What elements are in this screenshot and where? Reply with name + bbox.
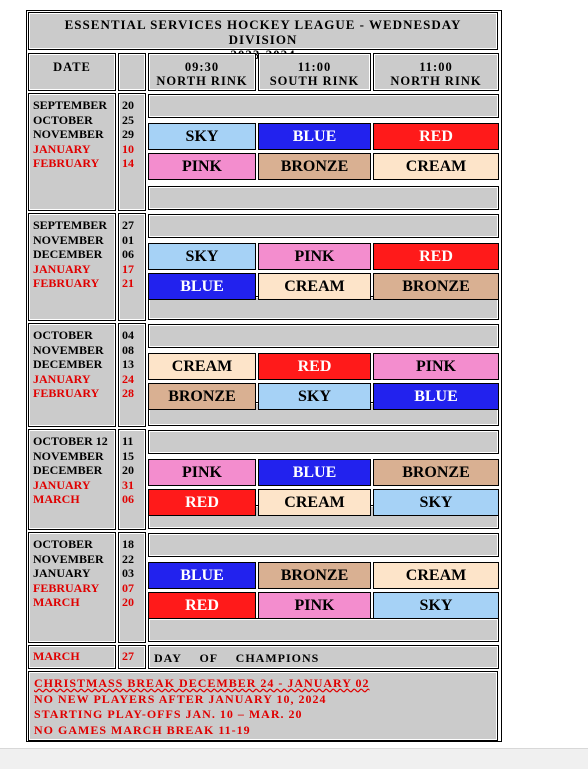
day-item: 20: [122, 463, 134, 477]
month-item: NOVEMBER: [33, 551, 104, 566]
team-cell-red: RED: [373, 243, 499, 270]
final-month-cell: [28, 645, 116, 669]
team-cell-blue: BLUE: [258, 459, 371, 486]
header-col-2-rink: SOUTH RINK: [269, 74, 360, 88]
team-cell-pink: PINK: [258, 592, 371, 619]
day-item: 18: [122, 537, 134, 551]
header-date: [28, 53, 116, 91]
day-item: 25: [122, 112, 134, 127]
day-item: 20: [122, 98, 134, 112]
date-cell: [28, 323, 116, 427]
team-cell-cream: CREAM: [258, 273, 371, 300]
team-cell-cream: CREAM: [148, 353, 256, 380]
day-item: 13: [122, 357, 134, 371]
team-cell-bronze: BRONZE: [148, 383, 256, 410]
day-item: 14: [122, 156, 134, 170]
day-list: [119, 324, 145, 401]
note-march-break: NO GAMES MARCH BREAK 11-19: [34, 722, 251, 737]
day-list: [119, 533, 145, 610]
note-christmas-break: CHRISTMASS BREAK DECEMBER 24 - JANUARY 02: [34, 676, 370, 690]
date-cell: [28, 93, 116, 211]
month-list: [29, 430, 115, 507]
day-item: 03: [122, 566, 134, 580]
header-col-2-time: 11:00: [297, 60, 332, 74]
month-item: FEBRUARY: [33, 276, 100, 290]
day-item: 04: [122, 328, 134, 342]
month-item: MARCH: [33, 492, 80, 506]
month-list: [29, 214, 115, 291]
day-item: 29: [122, 127, 134, 141]
date-cell: [28, 532, 116, 643]
empty-bar: [148, 430, 499, 454]
month-item: SEPTEMBER: [33, 218, 108, 232]
month-item: NOVEMBER: [33, 342, 104, 357]
day-item: 28: [122, 386, 134, 400]
team-cell-red: RED: [373, 123, 499, 150]
final-month: MARCH: [33, 649, 80, 663]
day-item: 07: [122, 580, 134, 595]
day-item: 17: [122, 261, 134, 276]
team-cell-bronze: BRONZE: [258, 562, 371, 589]
team-cell-sky: SKY: [373, 489, 499, 516]
team-cell-bronze: BRONZE: [373, 273, 499, 300]
schedule-title: [28, 12, 498, 50]
day-list: [119, 214, 145, 291]
team-cell-cream: CREAM: [373, 153, 499, 180]
team-cell-pink: PINK: [148, 153, 256, 180]
empty-bar: [148, 618, 499, 642]
team-cell-blue: BLUE: [148, 273, 256, 300]
day-item: 31: [122, 477, 134, 492]
header-date-label: DATE: [53, 60, 91, 74]
month-item: JANUARY: [33, 566, 91, 580]
team-cell-cream: CREAM: [373, 562, 499, 589]
team-cell-sky: SKY: [258, 383, 371, 410]
empty-bar: [148, 214, 499, 238]
day-item: 06: [122, 247, 134, 261]
day-cell: [118, 93, 146, 211]
month-item: OCTOBER: [33, 112, 93, 127]
empty-bar: [148, 94, 499, 118]
month-item: JANUARY: [33, 261, 91, 276]
month-item: NOVEMBER: [33, 232, 104, 247]
team-cell-cream: CREAM: [258, 489, 371, 516]
final-day-cell: [118, 645, 146, 669]
team-cell-blue: BLUE: [258, 123, 371, 150]
month-item: JANUARY: [33, 371, 91, 386]
day-item: 11: [122, 434, 134, 448]
team-cell-red: RED: [258, 353, 371, 380]
month-item: JANUARY: [33, 477, 91, 492]
day-cell: [118, 323, 146, 427]
header-col-1-time: 09:30: [184, 60, 220, 74]
month-item: OCTOBER: [33, 328, 93, 342]
day-cell: [118, 213, 146, 321]
day-list: [119, 94, 145, 171]
team-cell-pink: PINK: [148, 459, 256, 486]
team-cell-bronze: BRONZE: [373, 459, 499, 486]
month-item: NOVEMBER: [33, 127, 104, 141]
month-item: OCTOBER: [33, 537, 93, 551]
team-cell-red: RED: [148, 592, 256, 619]
date-cell: [28, 429, 116, 530]
header-col-2: [258, 53, 371, 91]
month-item: OCTOBER 12: [33, 434, 108, 448]
team-cell-pink: PINK: [258, 243, 371, 270]
day-item: 24: [122, 371, 134, 386]
month-item: NOVEMBER: [33, 448, 104, 463]
final-label-cell: [148, 645, 499, 669]
empty-bar: [148, 186, 499, 210]
team-cell-sky: SKY: [148, 123, 256, 150]
day-item: 21: [122, 276, 134, 290]
header-col-3: [373, 53, 499, 91]
title-line-1: ESSENTIAL SERVICES HOCKEY LEAGUE - WEDNESDAY DIVISION: [64, 17, 462, 47]
month-list: [29, 94, 115, 171]
header-col-1: [148, 53, 256, 91]
day-cell: [118, 429, 146, 530]
month-item: SEPTEMBER: [33, 98, 108, 112]
month-item: FEBRUARY: [33, 156, 100, 170]
header-col-3-rink: NORTH RINK: [390, 74, 482, 88]
note-new-players: NO NEW PLAYERS AFTER JANUARY 10, 2024: [34, 691, 327, 706]
month-item: MARCH: [33, 595, 80, 609]
note-playoffs: STARTING PLAY-OFFS JAN. 10 – MAR. 20: [34, 707, 303, 721]
empty-bar: [148, 533, 499, 557]
day-item: 08: [122, 342, 134, 357]
window-bottom-bar: [0, 748, 588, 769]
day-item: 01: [122, 232, 134, 247]
month-item: DECEMBER: [33, 247, 103, 261]
team-cell-sky: SKY: [148, 243, 256, 270]
month-list: [29, 533, 115, 610]
month-item: FEBRUARY: [33, 580, 100, 595]
month-item: DECEMBER: [33, 357, 103, 371]
day-item: 06: [122, 492, 134, 506]
empty-bar: [148, 324, 499, 348]
day-list: [119, 430, 145, 507]
day-cell: [118, 532, 146, 643]
day-item: 10: [122, 141, 134, 156]
final-label: DAY OF CHAMPIONS: [154, 651, 320, 665]
day-item: 20: [122, 595, 134, 609]
month-item: JANUARY: [33, 141, 91, 156]
team-cell-pink: PINK: [373, 353, 499, 380]
date-cell: [28, 213, 116, 321]
header-col-3-time: 11:00: [419, 60, 453, 74]
day-item: 15: [122, 448, 134, 463]
team-cell-blue: BLUE: [148, 562, 256, 589]
header-col-1-rink: NORTH RINK: [156, 74, 248, 88]
header-day: [118, 53, 146, 91]
team-cell-sky: SKY: [373, 592, 499, 619]
notes-box: [28, 671, 498, 741]
team-cell-blue: BLUE: [373, 383, 499, 410]
month-list: [29, 324, 115, 401]
month-item: FEBRUARY: [33, 386, 100, 400]
day-item: 27: [122, 218, 134, 232]
month-item: DECEMBER: [33, 463, 103, 477]
team-cell-bronze: BRONZE: [258, 153, 371, 180]
team-cell-red: RED: [148, 489, 256, 516]
final-day: 27: [122, 649, 134, 663]
day-item: 22: [122, 551, 134, 566]
